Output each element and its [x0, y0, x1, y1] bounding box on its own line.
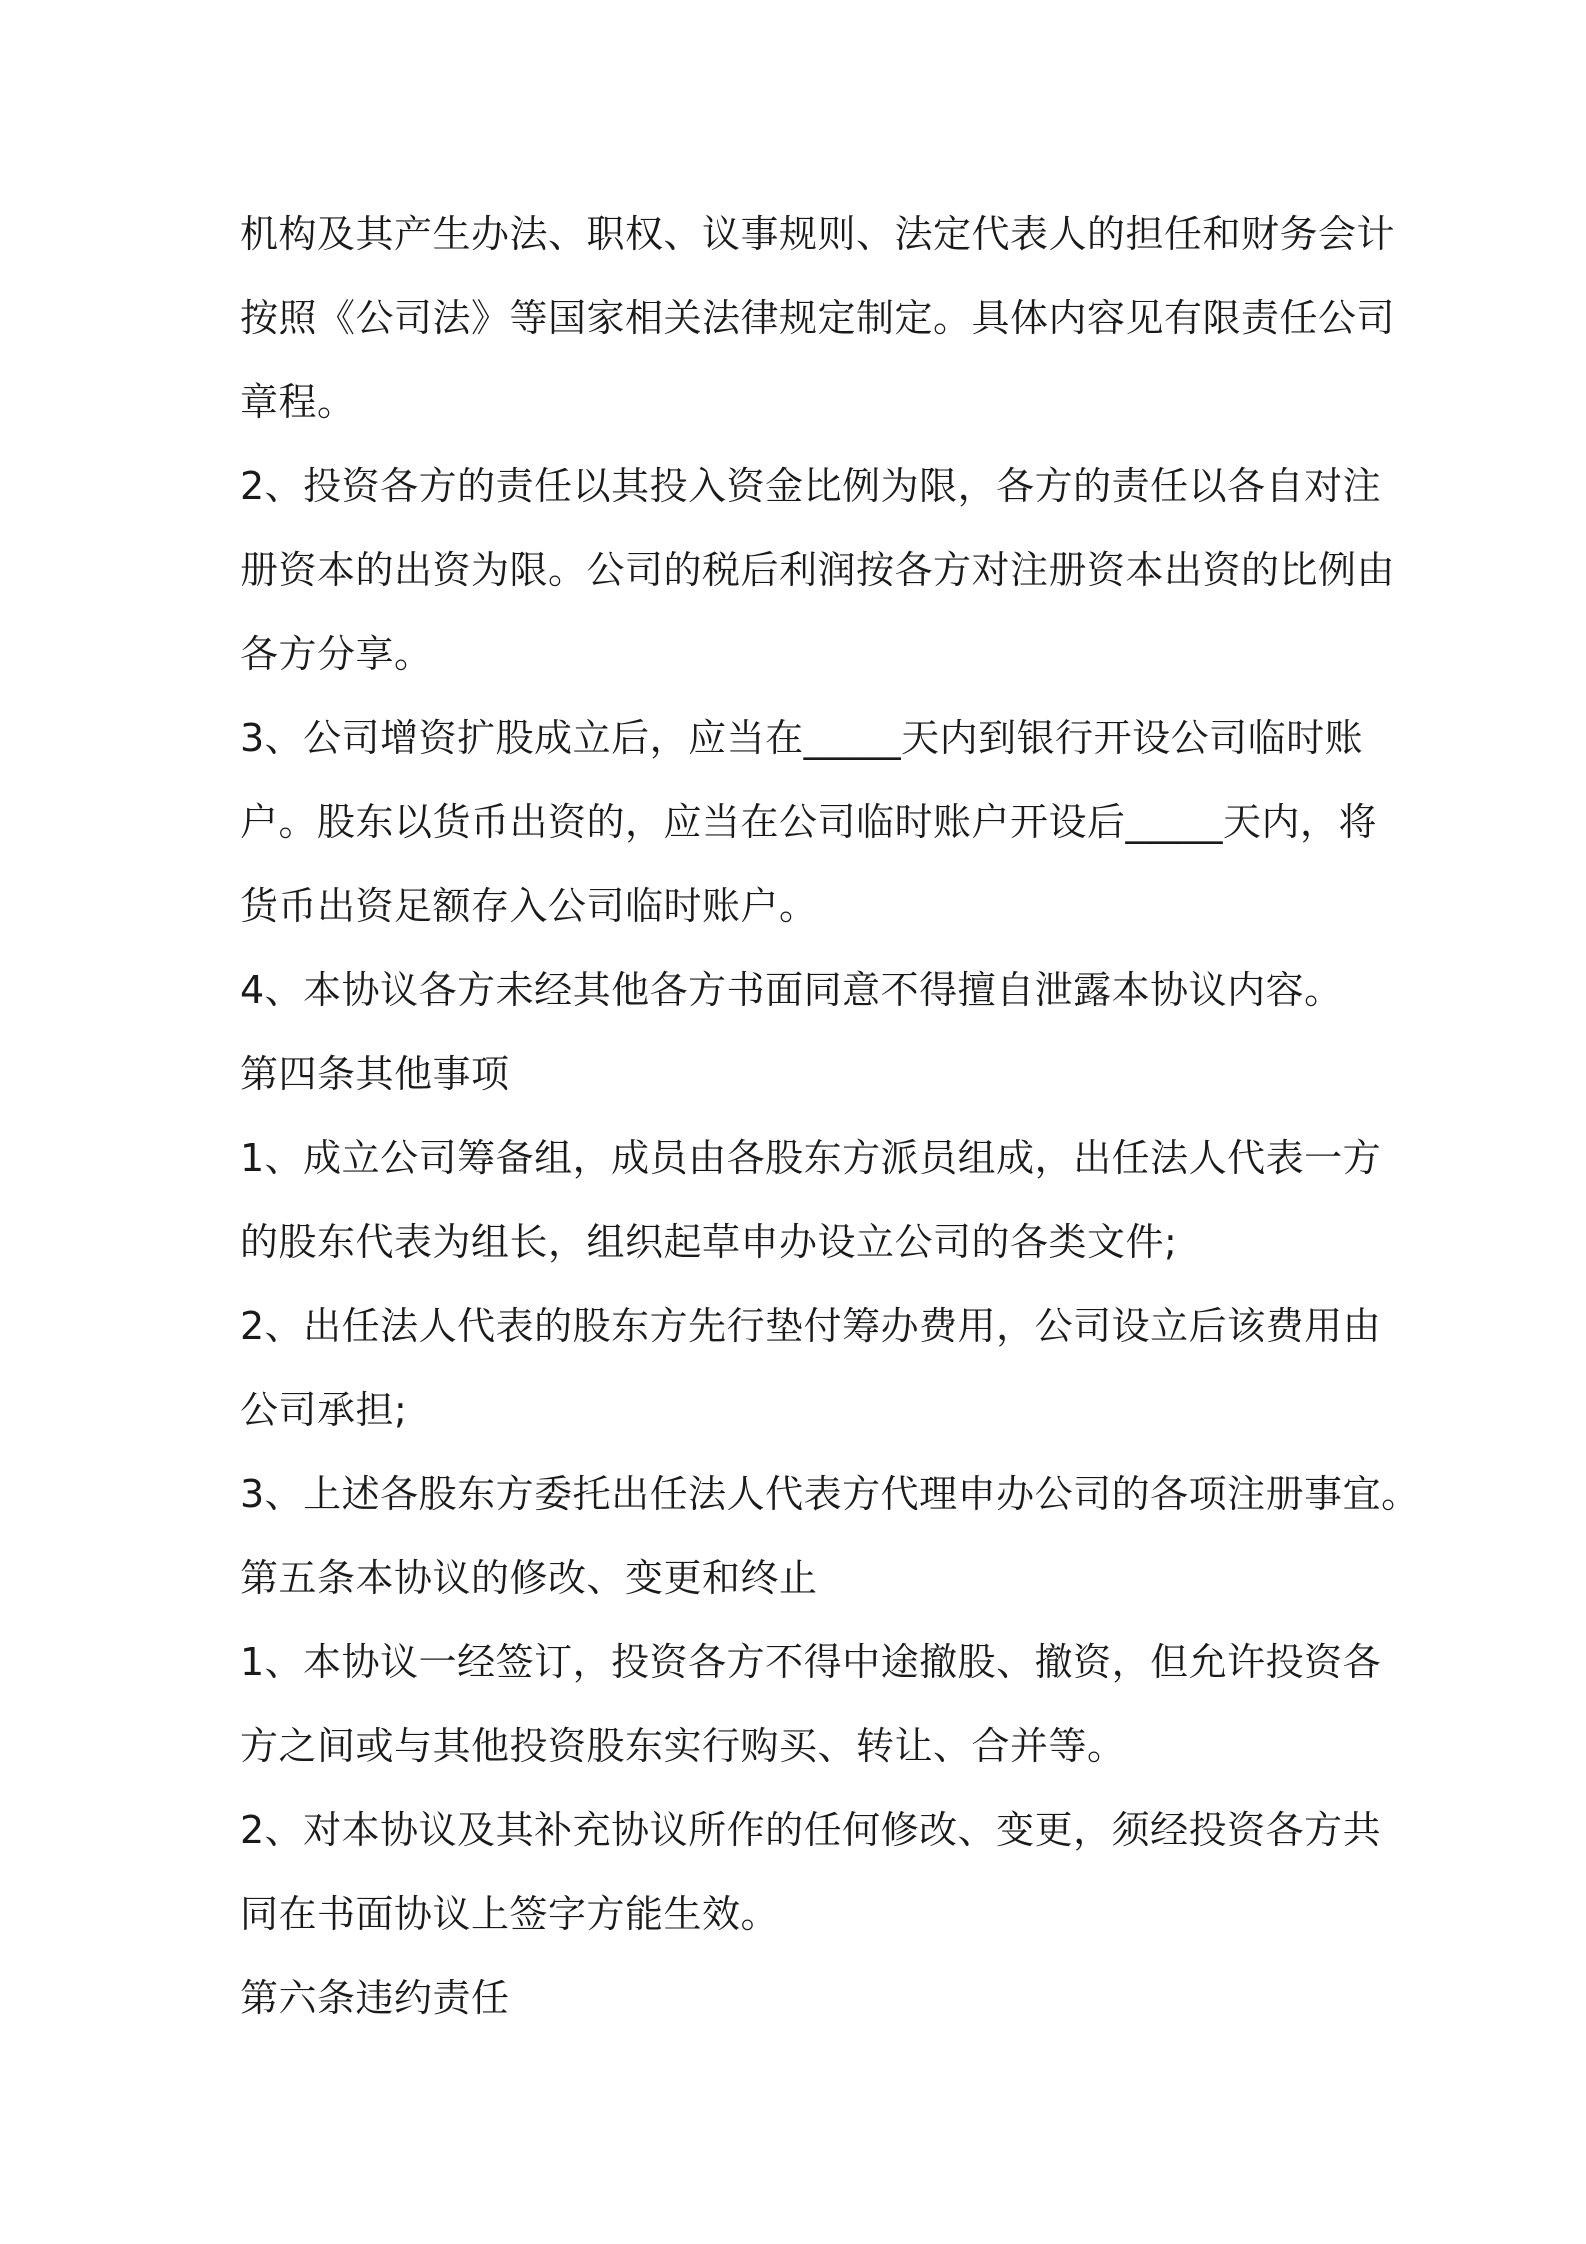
text-line: 章程。 [240, 380, 356, 424]
text-line: 册资本的出资为限。公司的税后利润按各方对注册资本出资的比例由 [240, 548, 1396, 592]
clause-item: 4、本协议各方未经其他各方书面同意不得擅自泄露本协议内容。 [240, 968, 1343, 1012]
clause-item: 3、公司增资扩股成立后，应当在_____天内到银行开设公司临时账 [240, 716, 1364, 760]
text-line: 方之间或与其他投资股东实行购买、转让、合并等。 [240, 1724, 1126, 1768]
clause-item: 2、投资各方的责任以其投入资金比例为限，各方的责任以各自对注 [240, 464, 1382, 508]
text-line: 按照《公司法》等国家相关法律规定制定。具体内容见有限责任公司 [240, 296, 1396, 340]
clause-item: 2、对本协议及其补充协议所作的任何修改、变更，须经投资各方共 [240, 1808, 1382, 1852]
text-line: 公司承担; [240, 1388, 408, 1432]
text-line: 货币出资足额存入公司临时账户。 [240, 884, 818, 928]
clause-item: 2、出任法人代表的股东方先行垫付筹办费用，公司设立后该费用由 [240, 1304, 1382, 1348]
clause-item: 3、上述各股东方委托出任法人代表方代理申办公司的各项注册事宜。 [240, 1472, 1420, 1516]
section-heading: 第五条本协议的修改、变更和终止 [240, 1556, 818, 1600]
text-line: 机构及其产生办法、职权、议事规则、法定代表人的担任和财务会计 [240, 212, 1396, 256]
document-body [240, 192, 1420, 2040]
section-heading: 第六条违约责任 [240, 1976, 510, 2020]
text-line: 的股东代表为组长，组织起草申办设立公司的各类文件; [240, 1220, 1178, 1264]
clause-item: 1、成立公司筹备组，成员由各股东方派员组成，出任法人代表一方 [240, 1136, 1382, 1180]
text-line: 户。股东以货币出资的，应当在公司临时账户开设后_____天内，将 [240, 800, 1378, 844]
text-line: 同在书面协议上签字方能生效。 [240, 1892, 780, 1936]
section-heading: 第四条其他事项 [240, 1052, 510, 1096]
text-line: 各方分享。 [240, 632, 433, 676]
clause-item: 1、本协议一经签订，投资各方不得中途撤股、撤资，但允许投资各 [240, 1640, 1382, 1684]
